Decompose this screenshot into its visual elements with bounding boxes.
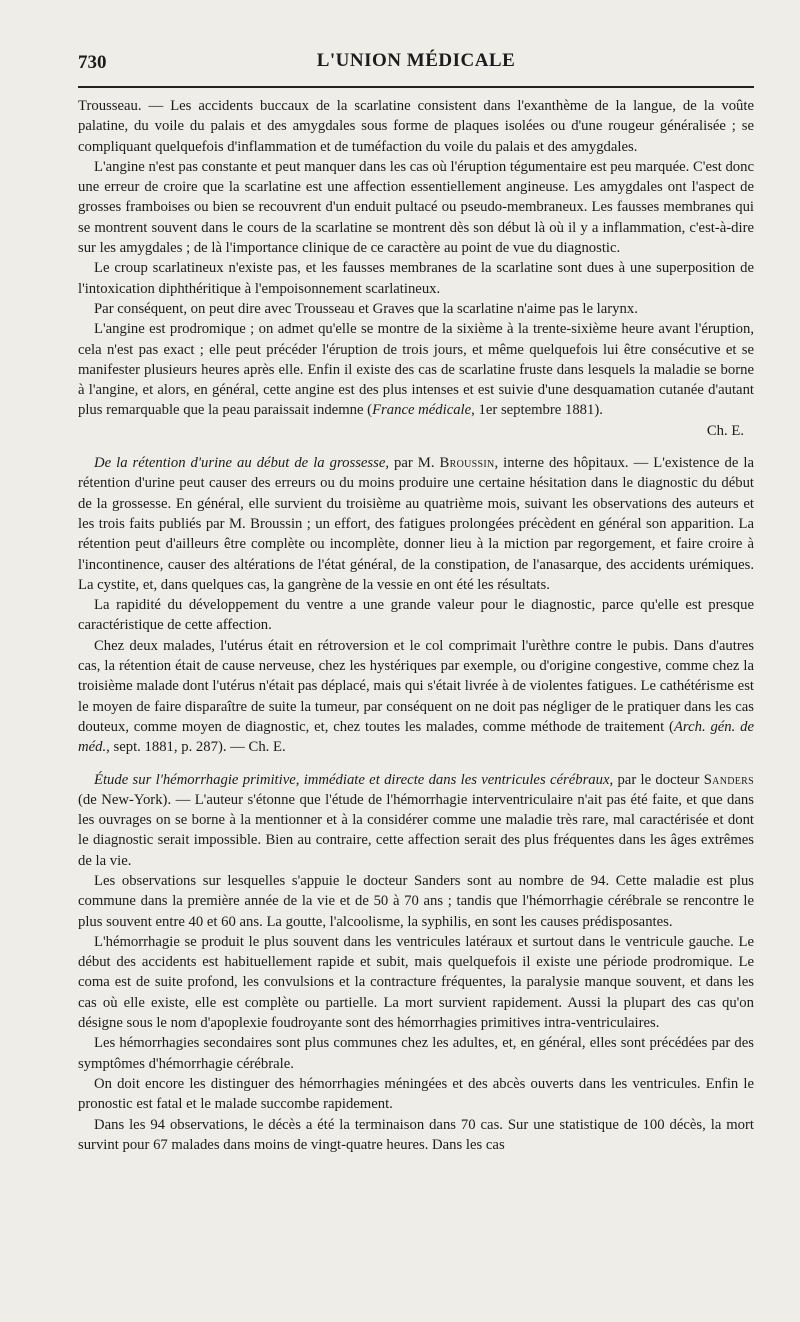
byline: par M.	[389, 455, 440, 472]
abstract-lead	[78, 453, 754, 595]
paragraph-text: , interne des hôpitaux. — L'existence de la rétention d'urine peut causer des erreurs ou du moins produire une certaine hésitation dans le diagnostic du début de la grossesse. En général, elle survient du troisième au quatrième mois, suivant les observations des auteurs et les trois faits publiés par M. Broussin ; un effort, des fatigues prolongées précèdent en général son apparition. La rétention peut d'ailleurs être complète ou incomplète, donner lieu à la miction par regorgement, et faire croire à l'incontinence, causer des altérations de l'état général, de la constipation, de l'anasarque, des accidents urémiques. La cystite, et, dans quelques cas, la gangrène de la vessie en ont été les résultats.	[78, 455, 754, 593]
abstract-title: Étude sur l'hémorrhagie primitive, immédiate et directe dans les ventricules cérébraux,	[94, 771, 614, 788]
abstract-title: De la rétention d'urine au début de la grossesse,	[94, 455, 390, 472]
paragraph	[78, 636, 754, 758]
article-body	[78, 96, 754, 1155]
paragraph: Par conséquent, on peut dire avec Trousseau et Graves que la scarlatine n'aime pas le larynx.	[94, 300, 638, 317]
paragraph: La rapidité du développement du ventre a une grande valeur pour le diagnostic, parce qu'elle est presque caractéristique de cette affection.	[78, 597, 754, 634]
section-gap	[78, 758, 754, 770]
paragraph: Trousseau. — Les accidents buccaux de la scarlatine consistent dans l'exanthème de la langue, de la voûte palatine, du voile du palais et des amygdales sous forme de plaques isolées ou d'une rougeur généralisée ; se compliquant quelquefois d'inflammation et de tuméfaction du voile du palais et des amygdales.	[78, 98, 754, 155]
journal-title: L'UNION MÉDICALE	[316, 50, 516, 71]
paragraph: Le croup scarlatineux n'existe pas, et les fausses membranes de la scarlatine sont dues à une superposition de l'intoxication diphthéritique à l'empoisonnement scarlatineux.	[78, 260, 754, 297]
paragraph-text: Chez deux malades, l'utérus était en rétroversion et le col comprimait l'urèthre contre le pubis. Dans d'autres cas, la rétention était de cause nerveuse, chez les hystériques par exemple, ou d'origine congestive, comme chez la troisième malade dont l'utérus n'était pas déplacé, mais qui s'était livrée à de violentes fatigues. Le cathétérisme est le moyen de faire disparaître de suite la tumeur, par conséquent on ne doit pas négliger de le pratiquer dans les cas douteux, comme moyen de diagnostic, et, chez toutes les malades, comme méthode de traitement (	[78, 637, 754, 735]
paragraph	[78, 319, 754, 420]
paragraph: L'hémorrhagie se produit le plus souvent dans les ventricules latéraux et surtout dans le ventricule gauche. Le début des accidents est habituellement rapide et subit, mais quelquefois il existe une période prodromique. Le coma est de suite profond, les convulsions et la contracture fréquentes, la paralysie manque souvent, et dans les cas où elle existe, elle est complète ou partielle. La mort survient rapidement. Aussi la plupart des cas qu'on désigne sous le nom d'apoplexie foudroyante sont des hémorrhagies primitives intra-ventriculaires.	[78, 933, 754, 1032]
page-number: 730	[78, 52, 107, 73]
page-header	[78, 46, 754, 76]
citation-journal: France médicale	[372, 402, 472, 419]
paragraph-text: (de New-York). — L'auteur s'étonne que l'étude de l'hémorrhagie interventriculaire n'ait pas été faite, et que dans les ouvrages on se borne à la mentionner et à la considérer comme une maladie très rare, mal caractérisée et dont le diagnostic serait impossible. Bien au contraire, cette affection serait des plus fréquentes dans les âges extrêmes de la vie.	[78, 791, 754, 869]
section-gap	[78, 441, 754, 453]
byline: par le docteur	[613, 771, 704, 788]
paragraph: On doit encore les distinguer des hémorrhagies méningées et des abcès ouverts dans les ventricules. Enfin le pronostic est fatal et le malade succombe rapidement.	[78, 1075, 754, 1113]
author-name: Sanders	[703, 771, 754, 788]
author-name: Broussin	[439, 455, 495, 472]
citation-journal: Arch. gén. de méd.	[78, 718, 754, 756]
citation-rest: , sept. 1881, p. 287). — Ch. E.	[106, 739, 286, 756]
paragraph-text: L'angine est prodromique ; on admet qu'elle se montre de la sixième à la trente-sixième heure avant l'éruption, cela n'est pas exact ; elle peut précéder l'éruption de trois jours, et même quelquefois lui être consécutive et se manifester plusieurs heures après elle. Enfin il existe des cas de scarlatine fruste dans lesquels la maladie se borne à l'angine, et alors, en général, cette angine est des plus intenses et est suivie d'une desquamation cutanée d'autant plus remarquable que la peau paraissait indemne	[78, 321, 754, 419]
abstract-lead	[78, 770, 754, 871]
paragraph: Les observations sur lesquelles s'appuie le docteur Sanders sont au nombre de 94. Cette maladie est plus commune dans la première année de la vie et de 50 à 70 ans ; tandis que l'hémorrhagie cérébrale se rencontre le plus souvent entre 40 et 60 ans. La goutte, l'alcoolisme, la syphilis, en sont les causes prédisposantes.	[78, 872, 754, 930]
citation-open: (	[363, 402, 373, 419]
paragraph: Les hémorrhagies secondaires sont plus communes chez les adultes, et, en général, elles sont précédées par des symptômes d'hémorrhagie cérébrale.	[78, 1035, 754, 1072]
paragraph: Dans les 94 observations, le décès a été la terminaison dans 70 cas. Sur une statistique de 100 décès, la mort survint pour 67 malades dans moins de vingt-quatre heures. Dans les cas	[78, 1116, 754, 1153]
paragraph: L'angine n'est pas constante et peut manquer dans les cas où l'éruption tégumentaire est peu marquée. C'est donc une erreur de croire que la scarlatine est une affection essentiellement angineuse. Les amygdales ont l'aspect de grosses framboises ou bien se recouvrent d'un enduit pultacé ou pseudo-membraneux. Les fausses membranes qui se montrent souvent dans le cours de la scarlatine se montrent dès son début là où il y a inflammation, c'est-à-dire sur les amygdales ; de là l'importance clinique de ce caractère au point de vue du diagnostic.	[78, 158, 754, 257]
header-rule	[78, 86, 754, 88]
signature: Ch. E.	[706, 422, 744, 439]
citation-rest: , 1er septembre 1881).	[471, 402, 603, 419]
